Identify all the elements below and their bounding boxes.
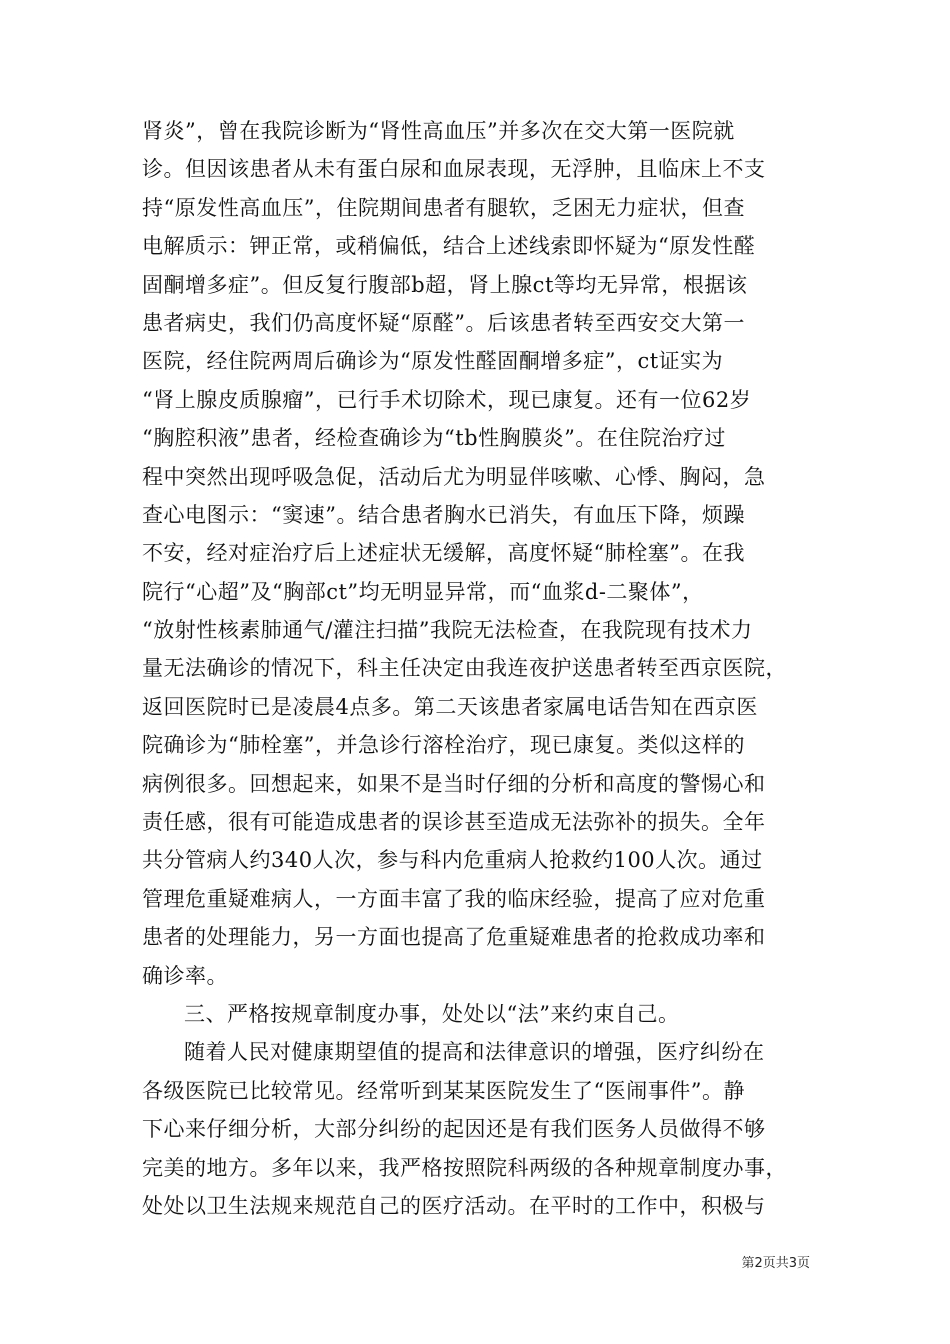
text-line: 下心来仔细分析，大部分纠纷的起因还是有我们医务人员做得不够 (142, 1117, 766, 1142)
text-line: 医院，经住院两周后确诊为“原发性醛固酮增多症”，ct证实为 (142, 349, 724, 374)
text-line: 返回医院时已是凌晨4点多。第二天该患者家属电话告知在西京医 (142, 694, 758, 719)
text-line: 院确诊为“肺栓塞”，并急诊行溶栓治疗，现已康复。类似这样的 (142, 733, 745, 758)
text-line: 固酮增多症”。但反复行腹部b超，肾上腺ct等均无异常，根据该 (142, 272, 748, 297)
section-heading: 三、严格按规章制度办事，处处以“法”来约束自己。 (184, 1001, 680, 1026)
text-line: 确诊率。 (142, 963, 228, 988)
text-line: 院行“心超”及“胸部ct”均无明显异常，而“血浆d-二聚体”， (142, 579, 704, 604)
text-line: “放射性核素肺通气/灌注扫描”我院无法检查，在我院现有技术力 (142, 618, 753, 643)
text-line: 诊。但因该患者从未有蛋白尿和血尿表现，无浮肿，且临床上不支 (142, 157, 766, 182)
text-line: 各级医院已比较常见。经常听到某某医院发生了“医闹事件”。静 (142, 1078, 745, 1103)
text-line: 持“原发性高血压”，住院期间患者有腿软，乏困无力症状，但查 (142, 195, 745, 220)
text-line: 不安，经对症治疗后上述症状无缓解，高度怀疑“肺栓塞”。在我 (142, 541, 745, 566)
text-line: 患者的处理能力，另一方面也提高了危重疑难患者的抢救成功率和 (142, 925, 766, 950)
document-body (142, 112, 812, 1225)
text-line: 查心电图示：“窦速”。结合患者胸水已消失，有血压下降，烦躁 (142, 502, 745, 527)
text-line: 管理危重疑难病人，一方面丰富了我的临床经验，提高了应对危重 (142, 886, 766, 911)
text-line: “胸腔积液”患者，经检查确诊为“tb性胸膜炎”。在住院治疗过 (142, 426, 726, 451)
paragraph-first-line: 随着人民对健康期望值的提高和法律意识的增强，医疗纠纷在 (184, 1040, 765, 1065)
text-line: 责任感，很有可能造成患者的误诊甚至造成无法弥补的损失。全年 (142, 810, 766, 835)
text-line: 完美的地方。多年以来，我严格按照院科两级的各种规章制度办事， (142, 1155, 787, 1180)
text-line: 处处以卫生法规来规范自己的医疗活动。在平时的工作中，积极与 (142, 1193, 766, 1218)
text-line: 电解质示：钾正常，或稍偏低，结合上述线索即怀疑为“原发性醛 (142, 234, 756, 259)
text-line: 肾炎”，曾在我院诊断为“肾性高血压”并多次在交大第一医院就 (142, 119, 735, 143)
text-line: 共分管病人约340人次，参与科内危重病人抢救约100人次。通过 (142, 848, 763, 873)
text-line: 量无法确诊的情况下，科主任决定由我连夜护送患者转至西京医院， (142, 656, 787, 681)
text-line: 患者病史，我们仍高度怀疑“原醛”。后该患者转至西安交大第一 (142, 310, 745, 335)
text-line: “肾上腺皮质腺瘤”，已行手术切除术，现已康复。还有一位62岁 (142, 387, 752, 412)
text-line: 程中突然出现呼吸急促，活动后尤为明显伴咳嗽、心悸、胸闷，急 (142, 464, 766, 489)
page-number: 第2页共3页 (741, 1256, 810, 1271)
text-line: 病例很多。回想起来，如果不是当时仔细的分析和高度的警惕心和 (142, 771, 766, 796)
